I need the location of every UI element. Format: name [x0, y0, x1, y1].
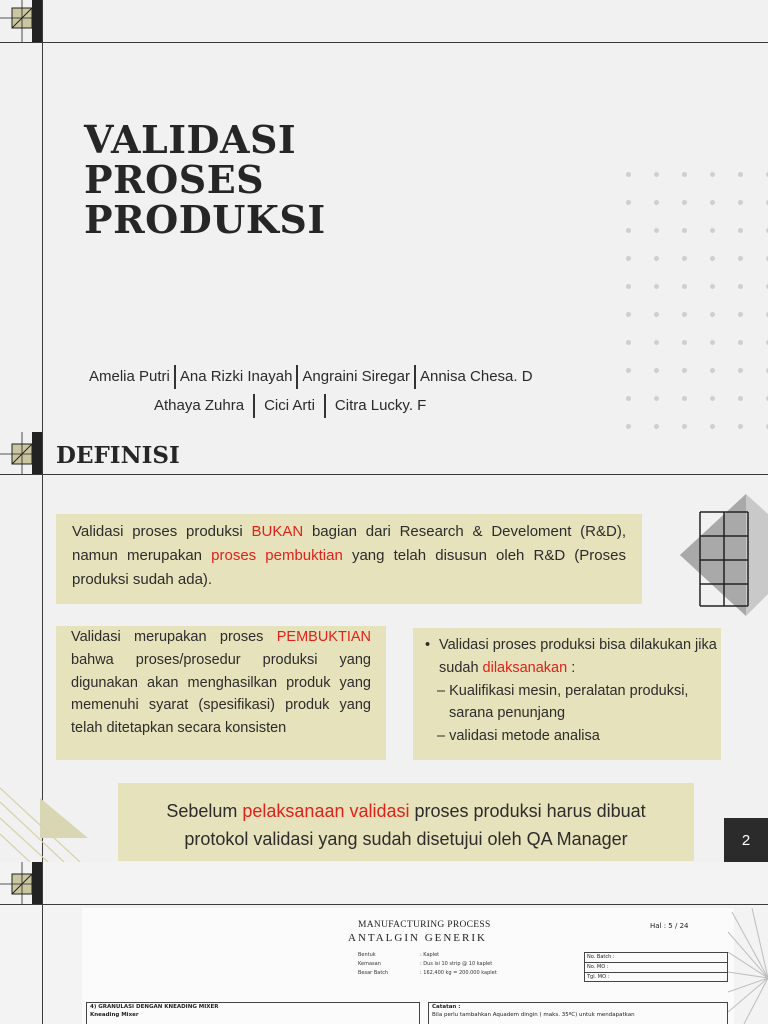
definition-box-3 [413, 628, 721, 760]
authors-row-2 [154, 394, 426, 418]
doc-label: Besar Batch [358, 970, 389, 976]
top-rule [0, 474, 768, 475]
grid-dot [682, 200, 687, 205]
grid-dot [654, 396, 659, 401]
grid-dot [626, 172, 631, 177]
grid-dot [682, 256, 687, 261]
scanned-document [82, 908, 734, 1024]
top-rule [0, 904, 768, 905]
grid-dot [738, 256, 743, 261]
author-name: Amelia Putri [89, 367, 170, 385]
grid-dot [710, 284, 715, 289]
author-name: Cici Arti [264, 396, 315, 414]
grid-dot [738, 172, 743, 177]
left-rule [42, 0, 43, 432]
title-line-2: PROSES [84, 157, 265, 202]
author-separator [414, 365, 416, 389]
sub-item [425, 725, 721, 748]
author-name: Annisa Chesa. D [419, 367, 533, 385]
grid-dot [682, 284, 687, 289]
grid-dot [710, 256, 715, 261]
grid-dot [682, 368, 687, 373]
sub-item [425, 680, 721, 726]
grid-dot [626, 396, 631, 401]
author-separator [324, 394, 326, 418]
grid-dot [738, 284, 743, 289]
grid-dot [710, 312, 715, 317]
text: : [567, 659, 576, 676]
highlight-text: dilaksanakan [482, 659, 568, 676]
triangle-lines-decoration [0, 782, 92, 862]
author-name: Angraini Siregar [302, 367, 410, 385]
corner-grid-icon [0, 0, 42, 42]
doc-label: Bentuk [358, 952, 376, 958]
grid-dot [710, 228, 715, 233]
text: Validasi proses produksi [72, 523, 252, 540]
section-heading: DEFINISI [56, 442, 180, 469]
grid-dot [626, 424, 631, 429]
bullet-item [425, 634, 721, 680]
author-name: Ana Rizki Inayah [179, 367, 293, 385]
grid-dot [710, 368, 715, 373]
doc-title: MANUFACTURING PROCESS [358, 920, 491, 930]
table-row: No. Batch : [585, 953, 727, 963]
text: yang telah disusun oleh R&D (Proses produksi sudah ada). [72, 547, 626, 588]
grid-dot [654, 256, 659, 261]
doc-note-title: Catatan : [432, 1004, 461, 1010]
corner-grid-icon [0, 862, 42, 904]
text: Sebelum [166, 801, 243, 821]
doc-value: : Kaplet [420, 952, 440, 958]
doc-section-title: 4) GRANULASI DENGAN KNEADING MIXER [90, 1004, 219, 1010]
grid-dot [738, 396, 743, 401]
grid-dot [710, 396, 715, 401]
table-row: No. MO : [585, 963, 727, 973]
definition-box-1 [56, 514, 642, 604]
author-name: Athaya Zuhra [154, 396, 245, 414]
text: Validasi proses produksi bisa dilakukan jika sudah [439, 637, 717, 676]
grid-dot [710, 424, 715, 429]
grid-dot [738, 424, 743, 429]
diamond-grid-decoration [676, 494, 768, 616]
dot-grid-decoration [620, 168, 768, 432]
definition-box-4 [118, 783, 694, 861]
grid-dot [626, 228, 631, 233]
table-row: Tgl. MO : [587, 974, 610, 980]
grid-dot [682, 172, 687, 177]
doc-section-box [86, 1002, 420, 1024]
grid-dot [738, 340, 743, 345]
grid-dot [682, 424, 687, 429]
doc-subtitle: ANTALGIN GENERIK [348, 932, 487, 944]
highlight-text: pelaksanaan validasi [242, 801, 410, 821]
grid-dot [654, 424, 659, 429]
grid-dot [738, 312, 743, 317]
definisi-slide [0, 432, 768, 862]
text: Validasi merupakan proses [71, 629, 277, 645]
author-separator [296, 365, 298, 389]
doc-note-text: Bila perlu tambahkan Aquadem dingin ( maks. 35ºC) untuk mendapatkan [432, 1012, 635, 1018]
authors-row-1 [89, 365, 533, 389]
author-name: Citra Lucky. F [334, 396, 427, 414]
page-number-badge: 2 [724, 818, 768, 862]
grid-dot [682, 228, 687, 233]
left-rule [42, 862, 43, 1024]
title-line-1: VALIDASI [84, 117, 297, 162]
text: proses produksi harus dibuat protokol validasi yang sudah disetujui oleh QA Manager [184, 801, 646, 849]
grid-dot [710, 200, 715, 205]
doc-note-box [428, 1002, 728, 1024]
grid-dot [682, 312, 687, 317]
grid-dot [738, 368, 743, 373]
corner-grid-icon [0, 432, 42, 474]
bullet-icon: • [425, 637, 431, 653]
document-slide [0, 862, 768, 1024]
grid-dot [626, 312, 631, 317]
grid-dot [654, 228, 659, 233]
highlight-text: BUKAN [251, 523, 304, 540]
highlight-text: PEMBUKTIAN [276, 629, 371, 645]
title-slide [0, 0, 768, 432]
bullet-text [439, 634, 721, 680]
grid-dot [682, 396, 687, 401]
doc-section-sub: Kneading Mixer [90, 1012, 139, 1018]
grid-dot [710, 172, 715, 177]
author-separator [253, 394, 255, 418]
doc-value: : 162,400 kg = 200.000 kaplet [420, 970, 497, 976]
doc-label: Kemasan [358, 961, 381, 967]
grid-dot [626, 200, 631, 205]
grid-dot [654, 284, 659, 289]
title-line-3: PRODUKSI [84, 197, 326, 242]
grid-dot [738, 228, 743, 233]
grid-dot [626, 368, 631, 373]
grid-dot [626, 340, 631, 345]
grid-dot [654, 340, 659, 345]
doc-page-label: Hal : 5 / 24 [650, 922, 689, 930]
grid-dot [738, 200, 743, 205]
slide-title [84, 117, 326, 242]
sunburst-decoration [728, 908, 768, 1024]
grid-dot [654, 200, 659, 205]
text: – Kualifikasi mesin, peralatan produksi, sarana penunjang [437, 682, 689, 722]
grid-dot [654, 312, 659, 317]
text: – validasi metode analisa [437, 728, 600, 745]
top-rule [0, 42, 768, 43]
grid-dot [710, 340, 715, 345]
grid-dot [654, 172, 659, 177]
grid-dot [626, 284, 631, 289]
doc-batch-table [584, 952, 728, 982]
highlight-text: proses pembuktian [211, 547, 343, 564]
grid-dot [654, 368, 659, 373]
doc-value: : Dus isi 10 strip @ 10 kaplet [420, 961, 493, 967]
grid-dot [626, 256, 631, 261]
text: bahwa proses/prosedur produksi yang digunakan akan menghasilkan produk yang memenuhi syarat (spesifikasi) produk yang telah ditetapkan secara konsisten [71, 651, 371, 737]
author-separator [174, 365, 176, 389]
grid-dot [682, 340, 687, 345]
definition-box-2 [56, 626, 386, 760]
text: bagian dari Research & Develoment (R&D), namun merupakan [72, 523, 626, 564]
